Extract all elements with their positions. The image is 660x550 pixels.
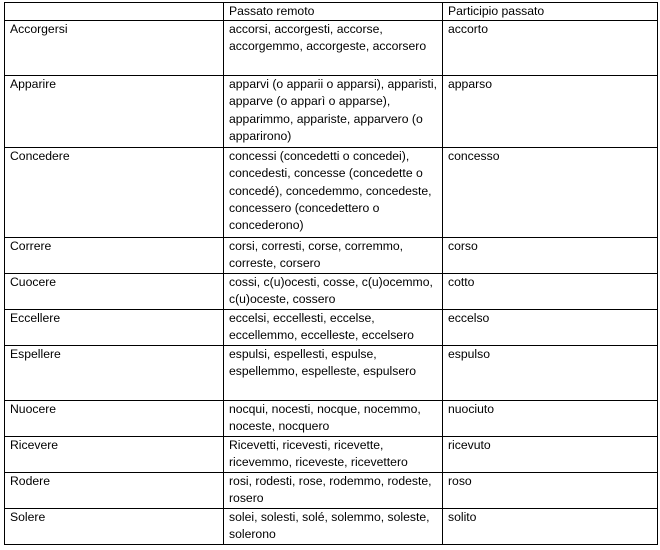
verb-cell: Solere [5, 509, 224, 545]
participio-cell: solito [443, 509, 658, 545]
participio-cell: concesso [443, 148, 658, 238]
verb-cell: Cuocere [5, 274, 224, 310]
participio-cell: accorto [443, 21, 658, 76]
table-row [5, 274, 658, 310]
table-row [5, 76, 658, 148]
passato-remoto-cell: espulsi, espellesti, espulse, espellemmo, espelleste, espulsero [224, 346, 443, 401]
header-passato-remoto: Passato remoto [224, 3, 443, 21]
passato-remoto-cell: nocqui, nocesti, nocque, nocemmo, noceste, nocquero [224, 401, 443, 437]
verb-cell: Concedere [5, 148, 224, 238]
passato-remoto-cell: Ricevetti, ricevesti, ricevette, ricevemmo, riceveste, ricevettero [224, 437, 443, 473]
participio-cell: eccelso [443, 310, 658, 346]
passato-remoto-cell: corsi, corresti, corse, corremmo, correste, corsero [224, 238, 443, 274]
header-verb [5, 3, 224, 21]
passato-remoto-cell: solei, solesti, solé, solemmo, soleste, solerono [224, 509, 443, 545]
passato-remoto-cell: apparvi (o apparii o apparsi), apparisti, apparve (o apparì o apparse), apparimmo, appariste, apparvero (o apparirono) [224, 76, 443, 148]
table-row [5, 346, 658, 401]
table-row [5, 437, 658, 473]
verb-cell: Apparire [5, 76, 224, 148]
verb-cell: Nuocere [5, 401, 224, 437]
header-participio-passato: Participio passato [443, 3, 658, 21]
passato-remoto-cell: concessi (concedetti o concedei), concedesti, concesse (concedette o concedé), concedemmo, concedeste, concessero (concedettero o concederono) [224, 148, 443, 238]
passato-remoto-cell: eccelsi, eccellesti, eccelse, eccellemmo, eccelleste, eccelsero [224, 310, 443, 346]
verb-conjugation-table [4, 2, 658, 545]
participio-cell: apparso [443, 76, 658, 148]
table-row [5, 401, 658, 437]
table-row [5, 310, 658, 346]
verb-cell: Eccellere [5, 310, 224, 346]
verb-cell: Ricevere [5, 437, 224, 473]
verb-cell: Accorgersi [5, 21, 224, 76]
participio-cell: roso [443, 473, 658, 509]
verb-cell: Espellere [5, 346, 224, 401]
table-row [5, 148, 658, 238]
table-row [5, 509, 658, 545]
table-row [5, 473, 658, 509]
table-row [5, 238, 658, 274]
table-header-row [5, 3, 658, 21]
verb-cell: Rodere [5, 473, 224, 509]
verb-cell: Correre [5, 238, 224, 274]
participio-cell: ricevuto [443, 437, 658, 473]
passato-remoto-cell: accorsi, accorgesti, accorse, accorgemmo, accorgeste, accorsero [224, 21, 443, 76]
table-row [5, 21, 658, 76]
participio-cell: corso [443, 238, 658, 274]
passato-remoto-cell: rosi, rodesti, rose, rodemmo, rodeste, rosero [224, 473, 443, 509]
participio-cell: cotto [443, 274, 658, 310]
participio-cell: espulso [443, 346, 658, 401]
passato-remoto-cell: cossi, c(u)ocesti, cosse, c(u)ocemmo, c(u)oceste, cossero [224, 274, 443, 310]
participio-cell: nuociuto [443, 401, 658, 437]
